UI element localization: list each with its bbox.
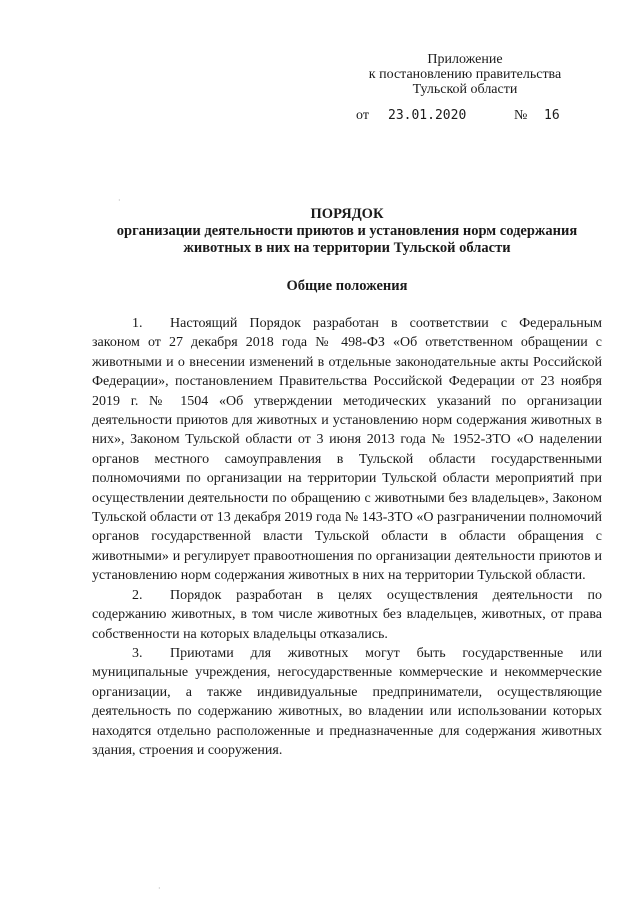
title-heading: ПОРЯДОК <box>310 206 384 222</box>
title-line-2: животных в них на территории Тульской области <box>183 240 511 256</box>
appendix-block <box>350 52 580 97</box>
appendix-line-1: Приложение <box>427 52 503 67</box>
appendix-line-3: Тульской области <box>412 82 518 97</box>
paragraph-3 <box>92 644 602 760</box>
title-line-1: организации деятельности приютов и установления норм содержания <box>116 223 578 239</box>
paragraph-1 <box>92 314 602 586</box>
document-date: 23.01.2020 <box>388 108 467 123</box>
paragraph-number: 2. <box>132 587 143 603</box>
document-body <box>92 314 602 760</box>
number-label: № <box>514 108 528 123</box>
paragraph-2 <box>92 586 602 644</box>
paragraph-text: Порядок разработан в целях осуществления деятельности по содержанию животных, в том числе животных без владельцев, животных, от права собственности на которых владельцы отказались. <box>92 587 602 642</box>
section-heading: Общие положения <box>286 278 408 294</box>
document-number: 16 <box>544 108 560 123</box>
appendix-line-2: к постановлению правительства <box>368 67 562 82</box>
from-label: от <box>356 108 369 123</box>
scan-speck: · <box>158 884 161 893</box>
paragraph-number: 1. <box>132 316 143 331</box>
scan-speck: · <box>118 196 121 205</box>
paragraph-number: 3. <box>132 645 143 661</box>
document-title <box>100 206 594 257</box>
paragraph-text: Настоящий Порядок разработан в соответствии с Федеральным законом от 27 декабря 2018 года № 498-ФЗ «Об ответственном обращении с животными и о внесении изменений в отдельные законодательные акты Российской Федерации», постановлением Правительства Российской Федерации от 23 ноября 2019 г. № 1504 «Об утверждении методических указаний по организации деятельности приютов для животных и установлению норм содержания животных в них», Законом Тульской области от 3 июня 2013 года № 1952-ЗТО «О наделении органов местного самоуправления в Тульской области государственными полномочиями по организации на территории Тульской области мероприятий при осуществлении деятельности по обращению с животными без владельцев», Законом Тульской области от 13 декабря 2019 года № 143-ЗТО «О разграничении полномочий органов государственной власти Тульской области в области обращения с животными» и регулирует правоотношения по организации деятельности приютов и установлению норм содержания животных в них на территории Тульской области. <box>92 316 602 584</box>
paragraph-text: Приютами для животных могут быть государственные или муниципальные учреждения, негосударственные коммерческие и некоммерческие организации, а также индивидуальные предприниматели, осуществляющие деятельность по содержанию животных, во владении или использовании которых находятся отдельно расположенные и предназначенные для содержания животных здания, строения и сооружения. <box>92 645 602 758</box>
date-number-line <box>356 108 560 124</box>
